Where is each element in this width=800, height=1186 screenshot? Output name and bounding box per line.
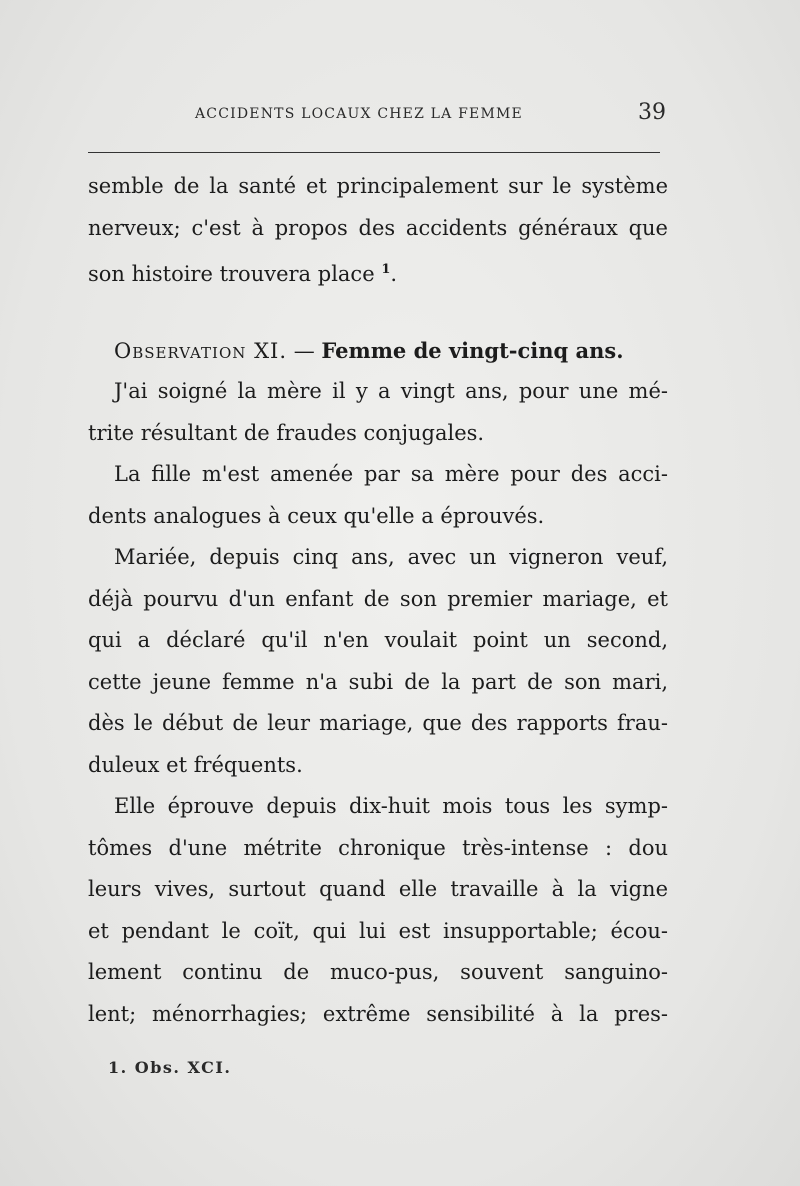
text-line: J'ai soigné la mère il y a vingt ans, pour une mé- [114,379,668,403]
observation-title: Femme de vingt-cinq ans. [321,337,624,363]
observation-heading [88,330,668,372]
text-line: son histoire trouvera place $^1$. [88,262,398,286]
text-line: qui a déclaré qu'il n'en voulait point un second, [88,628,668,652]
text-line: nerveux; c'est à propos des accidents généraux que [88,215,668,240]
text-line: cette jeune femme n'a subi de la part de son mari, [88,669,668,694]
text-line: dents analogues à ceux qu'elle a éprouvés. [88,503,545,528]
text-line: lent; ménorrhagies; extrême sensibilité à la pres- [88,1001,668,1026]
text-line: déjà pourvu d'un enfant de son premier mariage, et [88,586,668,611]
text-line: leurs vives, surtout quand elle travaille à la vigne [88,877,668,901]
text-line: dès le début de leur mariage, que des rapports frau- [88,711,668,735]
observation-label: Observation XI. [114,338,287,363]
text-line: lement continu de muco-pus, souvent sanguino- [88,960,668,984]
text-line: Elle éprouve depuis dix-huit mois tous les symp- [114,794,668,818]
footnote-ref: 1 [381,262,391,277]
header-rule [88,152,660,153]
observation-dash: — [293,338,315,363]
body-text [88,166,668,1035]
footnote: 1. Obs. XCI. [108,1058,232,1077]
text-line: et pendant le coït, qui lui est insupportable; écou- [88,918,668,943]
text-line: La fille m'est amenée par sa mère pour des acci- [114,462,668,486]
text-line: semble de la santé et principalement sur le système [88,174,668,198]
text-line-content: son histoire trouvera place [88,262,375,286]
text-line: tômes d'une métrite chronique très-intense : dou [88,835,668,860]
text-line: Mariée, depuis cinq ans, avec un vigneron veuf, [114,545,668,569]
running-head: ACCIDENTS LOCAUX CHEZ LA FEMME [195,106,523,122]
text-line: trite résultant de fraudes conjugales. [88,420,485,445]
page-number: 39 [638,100,666,125]
paragraph-gap [88,291,668,330]
text-line: duleux et fréquents. [88,752,303,777]
